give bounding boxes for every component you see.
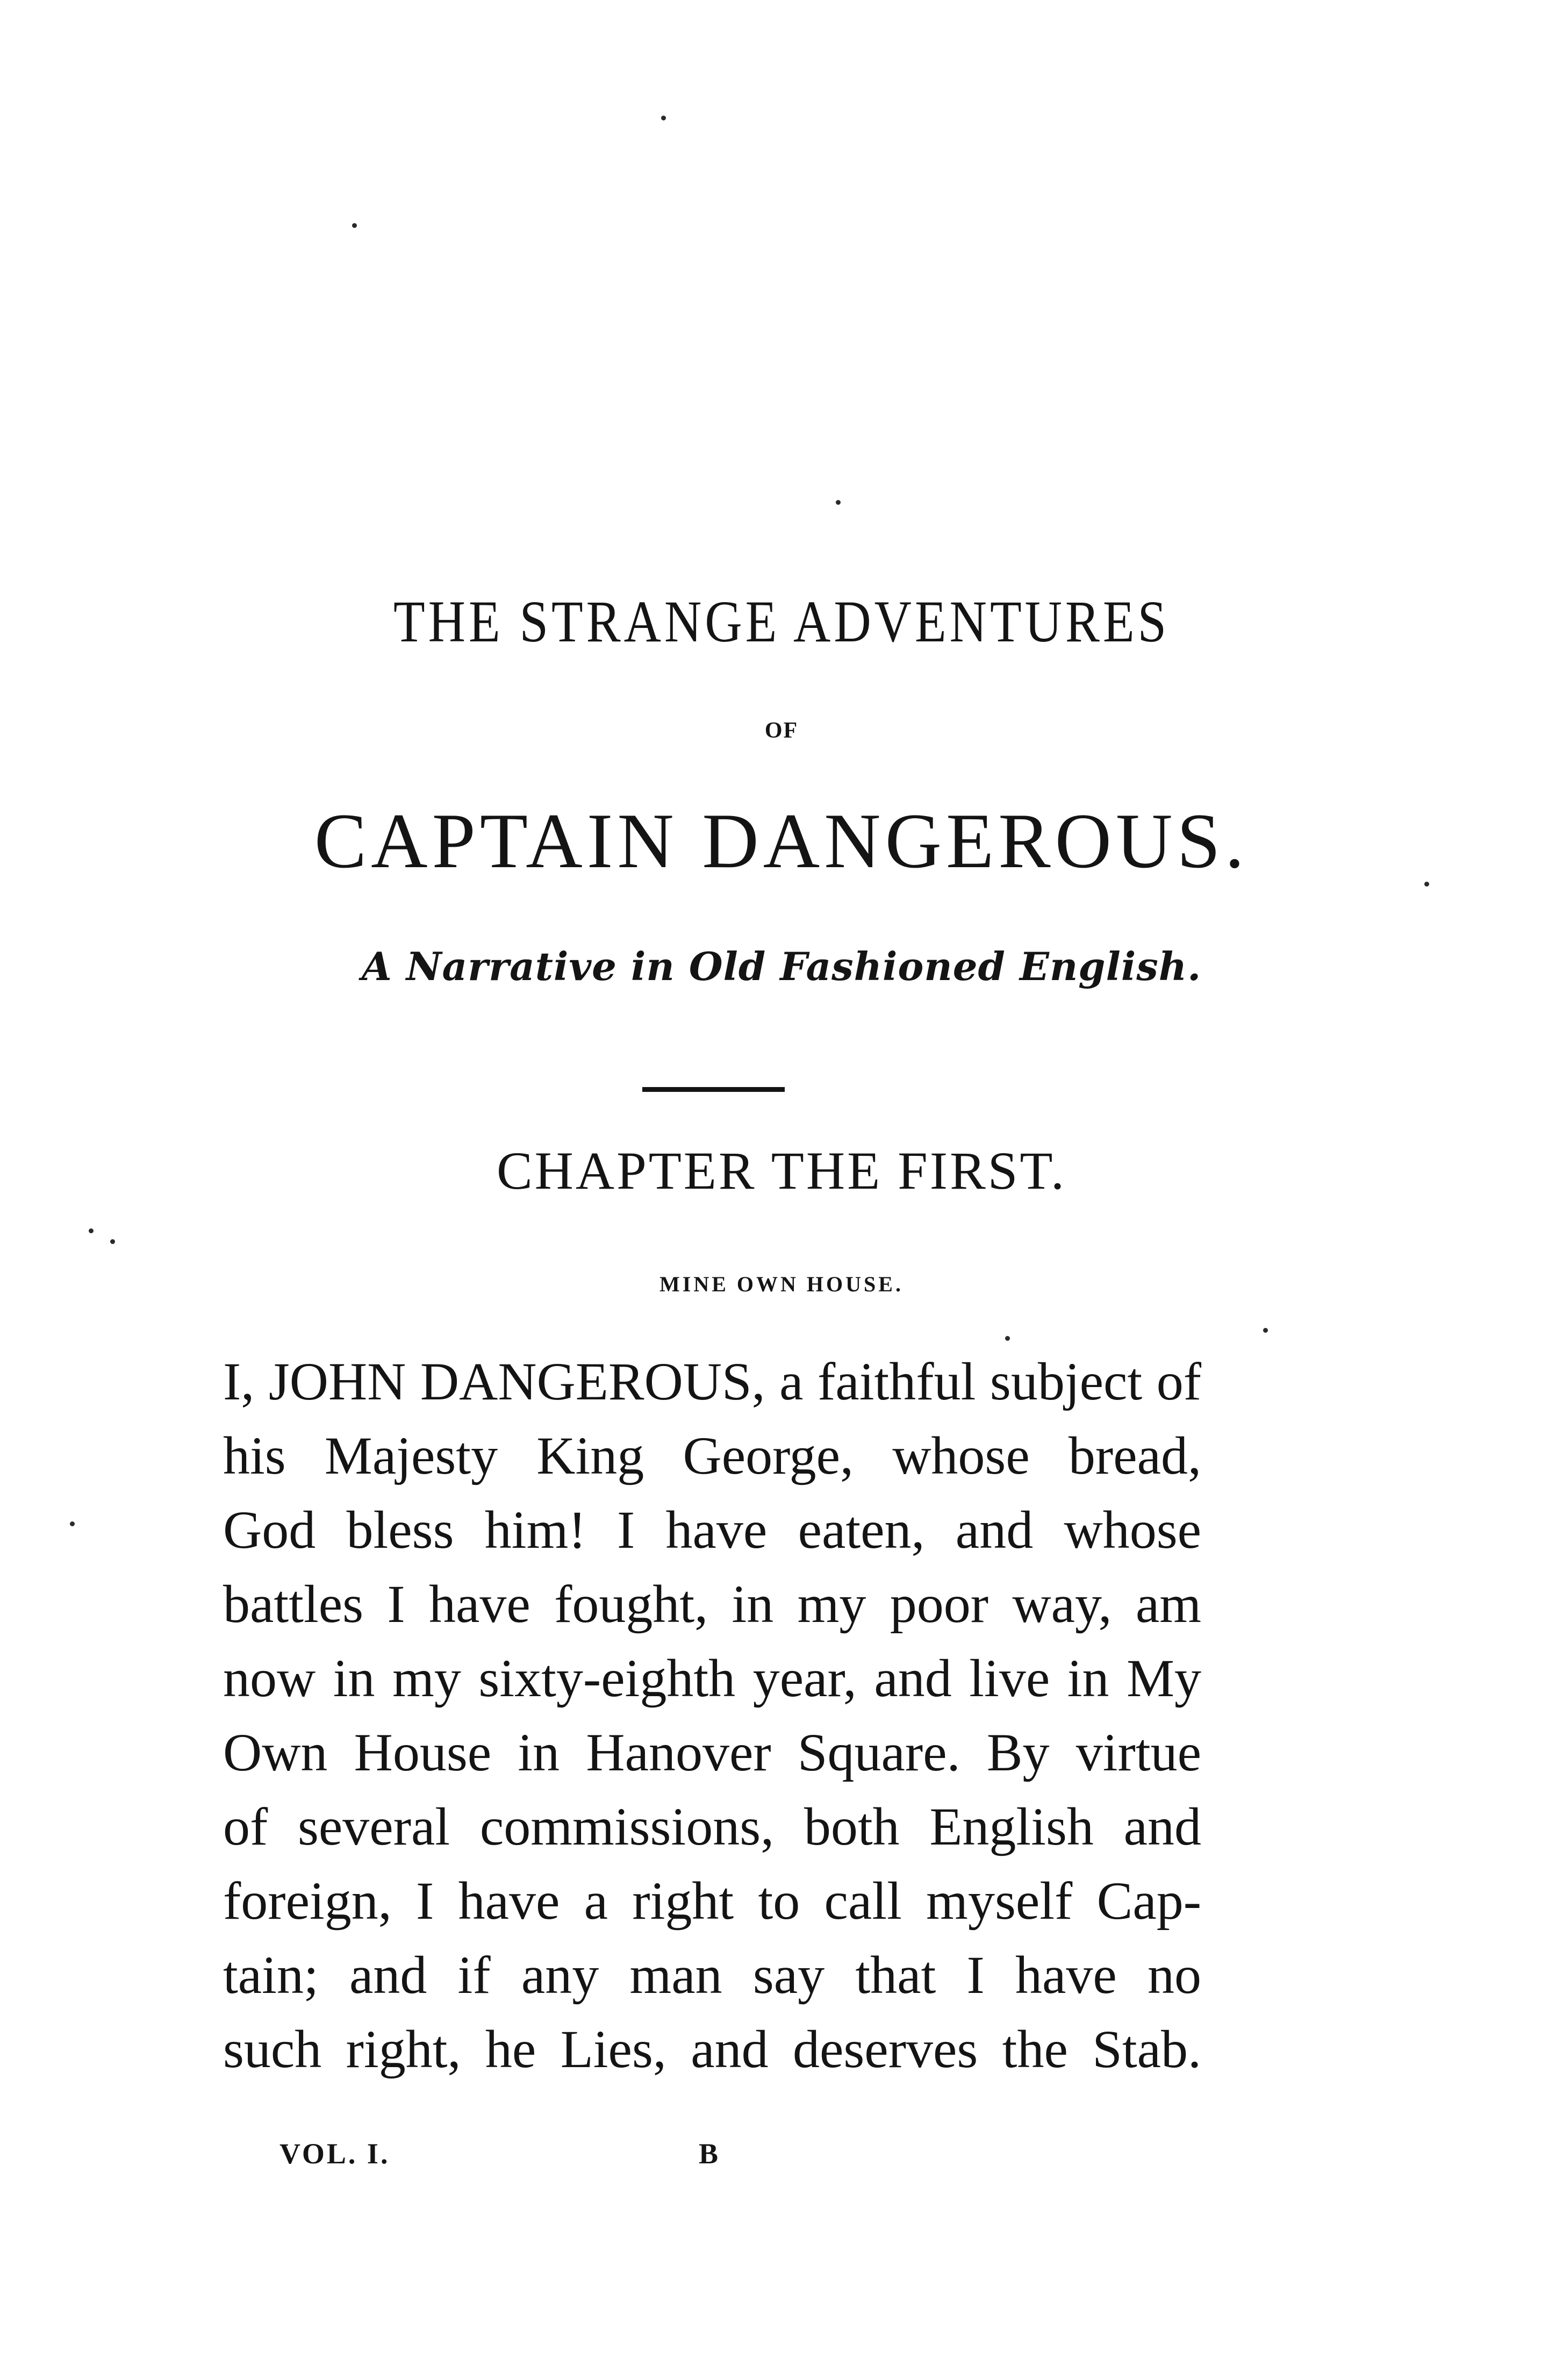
main-title: CAPTAIN DANGEROUS. — [314, 797, 1249, 884]
body-line: battles I have fought, in my poor way, am — [223, 1574, 1201, 1634]
chapter-title: CHAPTER THE FIRST. — [496, 1141, 1067, 1200]
title-connector: OF — [764, 718, 799, 743]
signature-mark: B — [699, 2138, 721, 2170]
ink-speck — [661, 116, 666, 120]
title-divider — [642, 1087, 785, 1092]
body-line: now in my sixty-eighth year, and live in My — [223, 1648, 1201, 1708]
ink-speck — [110, 1239, 115, 1244]
ink-speck — [89, 1228, 94, 1233]
body-line: such right, he Lies, and deserves the Stab. — [223, 2019, 1201, 2079]
ink-speck — [1263, 1328, 1268, 1333]
body-line: Own House in Hanover Square. By virtue — [223, 1723, 1201, 1782]
ink-speck — [70, 1521, 75, 1526]
blackletter-subtitle: A Narrative in Old Fashioned English. — [361, 944, 1202, 989]
ink-speck — [836, 500, 841, 505]
body-line: I, JOHN DANGEROUS, a faithful subject of — [223, 1352, 1201, 1411]
ink-speck — [1005, 1336, 1010, 1341]
body-line: of several commissions, both English and — [223, 1797, 1201, 1856]
volume-label: VOL. I. — [279, 2138, 390, 2170]
ink-speck — [352, 223, 357, 228]
body-line: God bless him! I have eaten, and whose — [223, 1500, 1201, 1560]
running-title: THE STRANGE ADVENTURES — [393, 588, 1170, 655]
chapter-subtitle: MINE OWN HOUSE. — [659, 1272, 904, 1296]
body-line: his Majesty King George, whose bread, — [223, 1426, 1201, 1485]
body-line: tain; and if any man say that I have no — [223, 1945, 1201, 2005]
body-line: foreign, I have a right to call myself Cap- — [223, 1871, 1201, 1931]
